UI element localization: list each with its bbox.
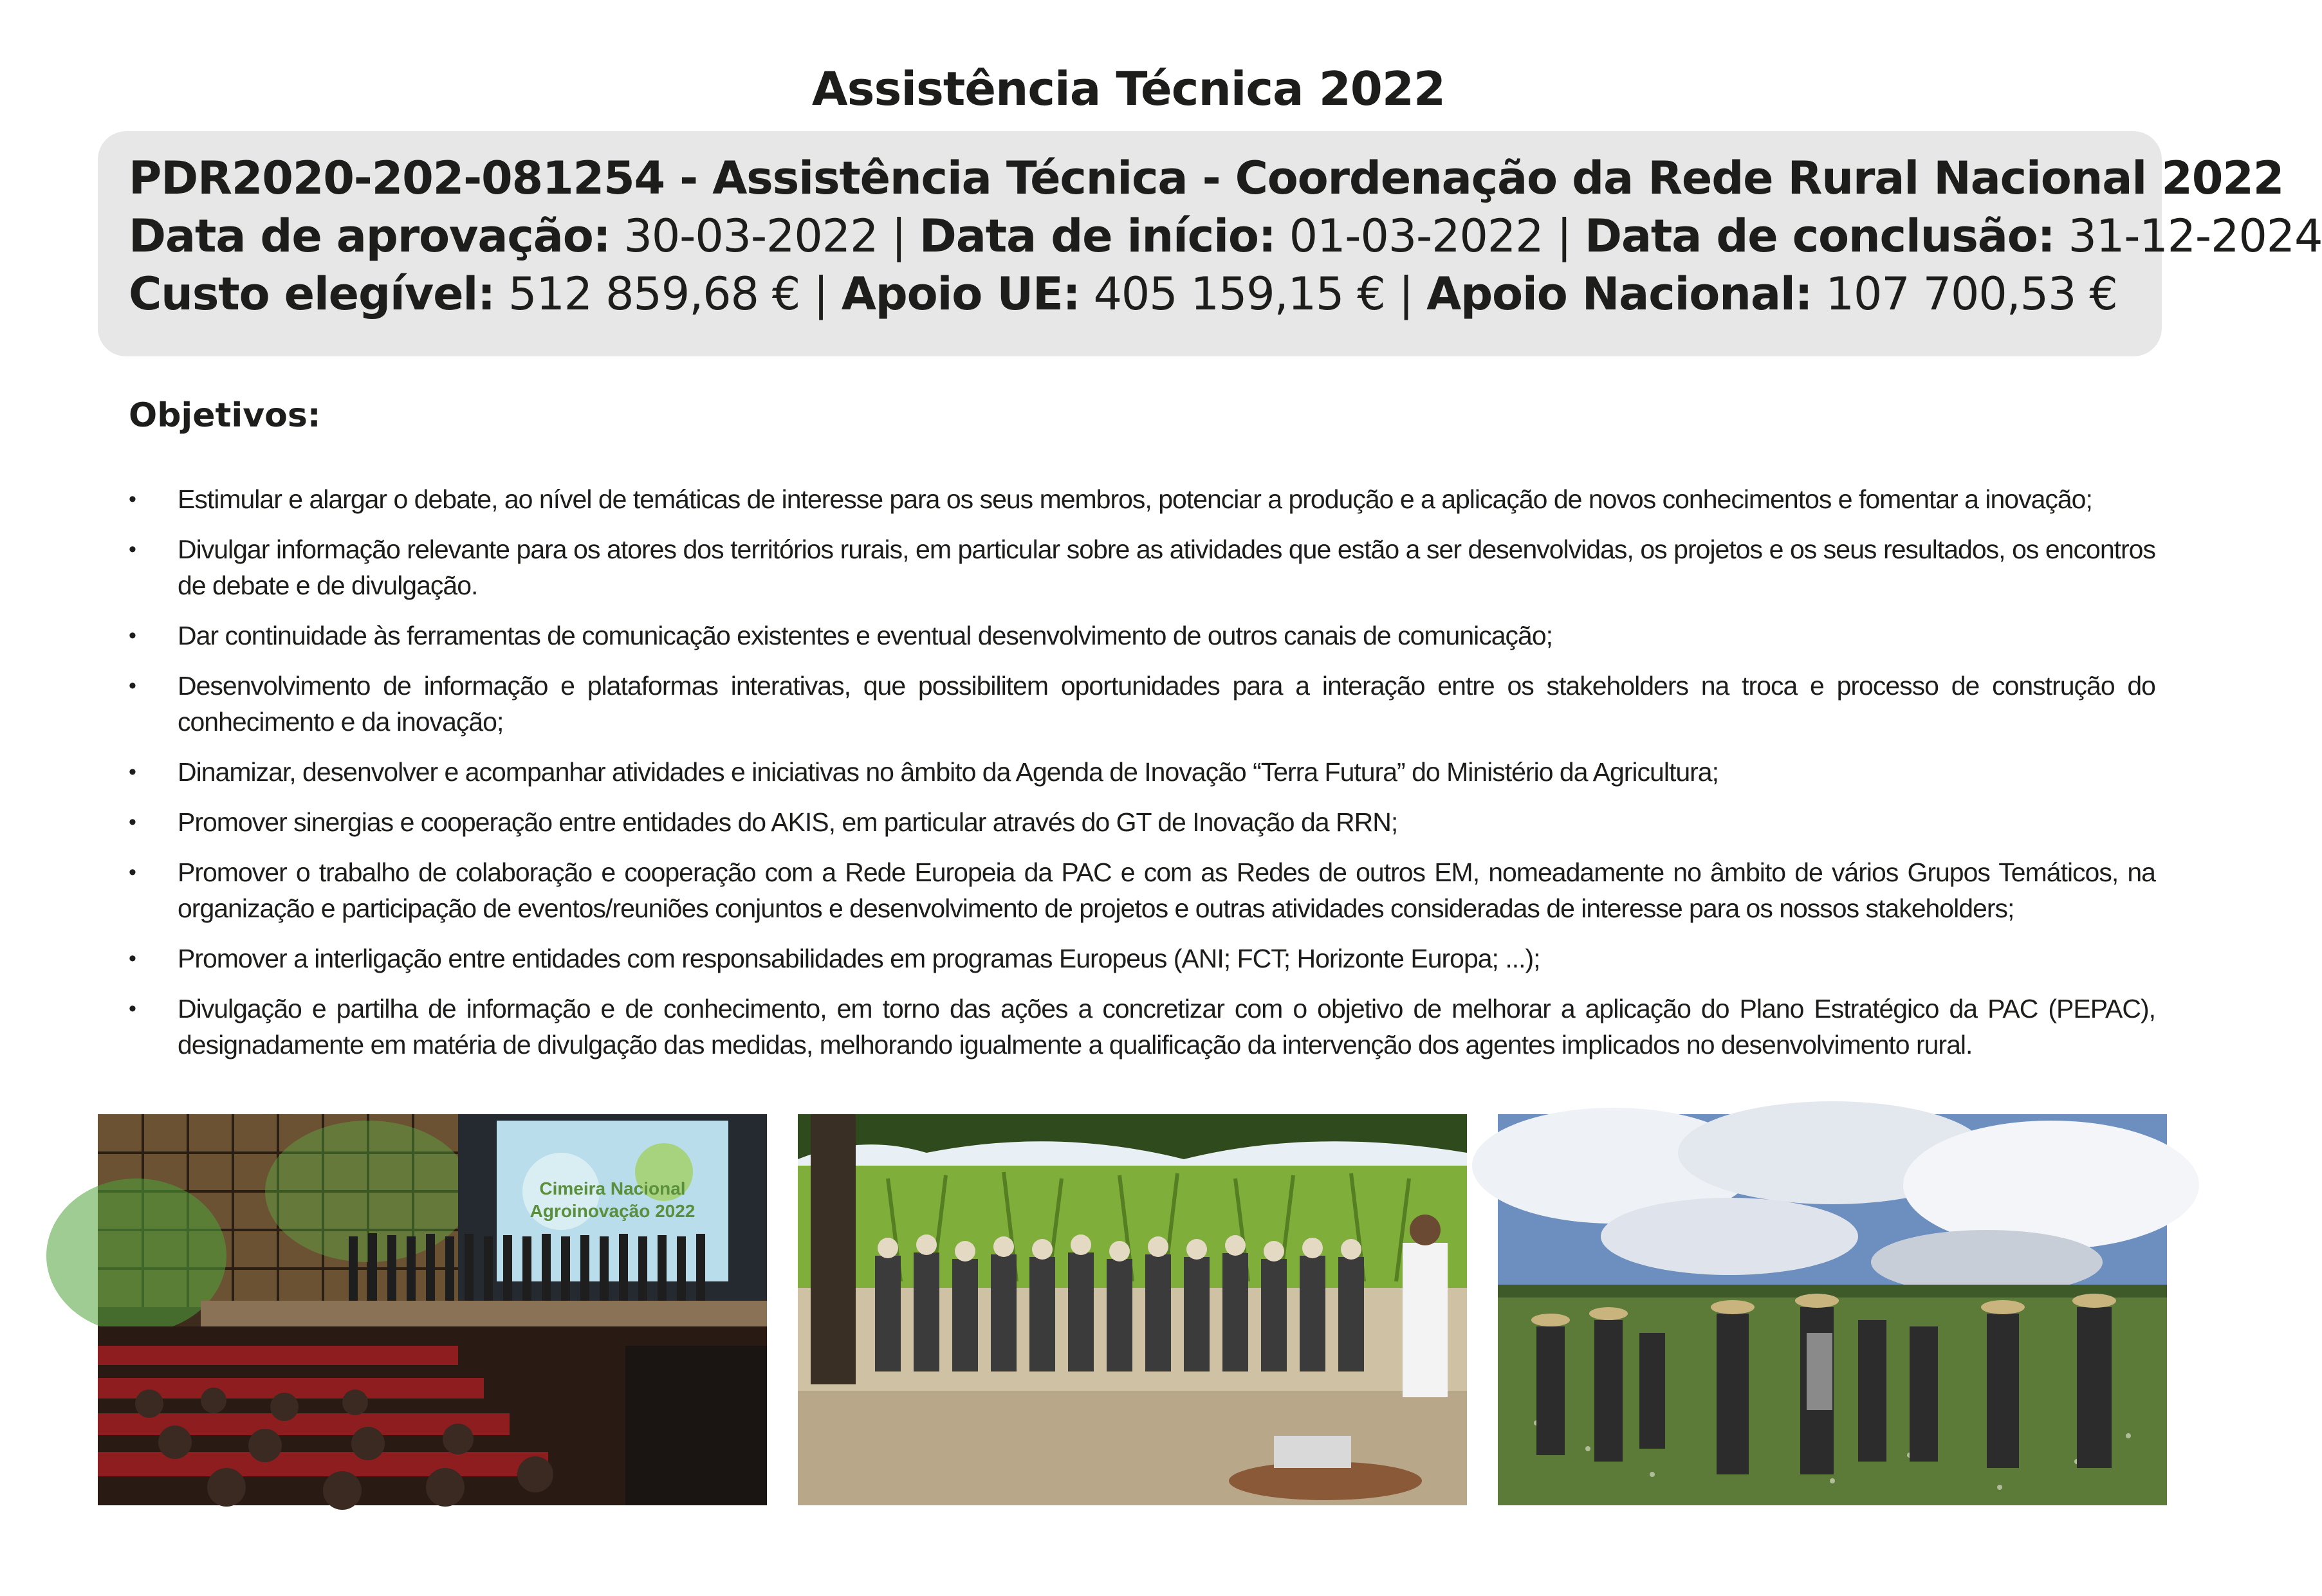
project-info-box	[98, 131, 2322, 356]
conference-illustration	[98, 1114, 767, 1505]
end-date-value: 31-12-2024	[2068, 210, 2322, 262]
project-name: PDR2020-202-081254 - Assistência Técnica - Coordenação da Rede Rural Nacional 2022	[129, 152, 2284, 205]
objective-text: Promover sinergias e cooperação entre entidades do AKIS, em particular através do GT de Inovação da RRN;	[178, 807, 1398, 837]
objective-item	[129, 940, 2155, 977]
photo-cornfield-visit	[798, 1114, 1467, 1505]
objective-text: Dar continuidade às ferramentas de comunicação existentes e eventual desenvolvimento de outros canais de comunicação;	[178, 621, 1553, 650]
start-date-value: 01-03-2022	[1289, 210, 1543, 262]
objective-item	[129, 754, 2155, 790]
objective-item	[129, 668, 2155, 740]
objective-text: Estimular e alargar o debate, ao nível de temáticas de interesse para os seus membros, potenciar a produção e a aplicação de novos conhecimentos e fomentar a inovação;	[178, 484, 2092, 514]
approval-date-value: 30-03-2022	[623, 210, 878, 262]
eligible-cost-value: 512 859,68 €	[508, 268, 800, 320]
separator: |	[1556, 210, 1571, 262]
separator: |	[891, 210, 906, 262]
screen-text-line1: Cimeira Nacional	[539, 1179, 686, 1198]
photo-field-visit	[1498, 1114, 2167, 1505]
objective-item	[129, 481, 2155, 517]
objective-text: Desenvolvimento de informação e plataformas interativas, que possibilitem oportunidades para a interação entre os stakeholders na troca e processo de construção do conhecimento e da inovação;	[178, 671, 2155, 737]
end-date-label: Data de conclusão:	[1584, 210, 2055, 262]
project-funding-line	[129, 265, 2131, 323]
start-date-label: Data de início:	[919, 210, 1276, 262]
objectives-heading: Objetivos:	[129, 396, 321, 435]
eligible-cost-label: Custo elegível:	[129, 268, 495, 320]
bullet-icon: •	[129, 946, 136, 971]
page-title: Assistência Técnica 2022	[811, 62, 1446, 116]
eu-support-value: 405 159,15 €	[1093, 268, 1385, 320]
screen-text-line2: Agroinovação 2022	[530, 1201, 696, 1221]
eu-support-label: Apoio UE:	[841, 268, 1080, 320]
cornfield-illustration	[798, 1114, 1467, 1505]
approval-date-label: Data de aprovação:	[129, 210, 611, 262]
bullet-icon: •	[129, 996, 136, 1021]
objective-text: Divulgação e partilha de informação e de conhecimento, em torno das ações a concretizar com o objetivo de melhorar a aplicação do Plano Estratégico da PAC (PEPAC), designadamente em matéria de divulgação das medidas, melhorando igualmente a qualificação da intervenção dos agentes implicados no desenvolvimento rural.	[178, 994, 2155, 1059]
photo-conference	[98, 1114, 767, 1505]
separator: |	[1398, 268, 1414, 320]
national-support-value: 107 700,53 €	[1825, 268, 2117, 320]
project-name-line	[129, 149, 2284, 207]
bullet-icon: •	[129, 760, 136, 784]
objective-item	[129, 854, 2155, 926]
objective-item	[129, 991, 2155, 1063]
objective-item	[129, 804, 2155, 840]
national-support-label: Apoio Nacional:	[1426, 268, 1812, 320]
bullet-icon: •	[129, 623, 136, 648]
project-dates-line	[129, 207, 2322, 265]
objectives-list	[129, 481, 2155, 1077]
objective-text: Dinamizar, desenvolver e acompanhar atividades e iniciativas no âmbito da Agenda de Inovação “Terra Futura” do Ministério da Agricultura;	[178, 757, 1718, 787]
objective-text: Promover a interligação entre entidades com responsabilidades em programas Europeus (ANI; FCT; Horizonte Europa; ...);	[178, 944, 1540, 973]
bullet-icon: •	[129, 860, 136, 885]
field-visit-illustration	[1498, 1114, 2167, 1505]
bullet-icon: •	[129, 674, 136, 698]
objective-text: Promover o trabalho de colaboração e cooperação com a Rede Europeia da PAC e com as Redes de outros EM, nomeadamente no âmbito de vários Grupos Temáticos, na organização e participação de eventos/reuniões conjuntos e desenvolvimento de projetos e outras atividades consideradas de interesse para os nossos stakeholders;	[178, 858, 2155, 923]
objective-text: Divulgar informação relevante para os atores dos territórios rurais, em particular sobre as atividades que estão a ser desenvolvidas, os projetos e os seus resultados, os encontros de debate e de divulgação.	[178, 535, 2155, 600]
objective-item	[129, 618, 2155, 654]
objective-item	[129, 531, 2155, 603]
bullet-icon: •	[129, 487, 136, 511]
bullet-icon: •	[129, 810, 136, 834]
bullet-icon: •	[129, 537, 136, 562]
separator: |	[813, 268, 828, 320]
